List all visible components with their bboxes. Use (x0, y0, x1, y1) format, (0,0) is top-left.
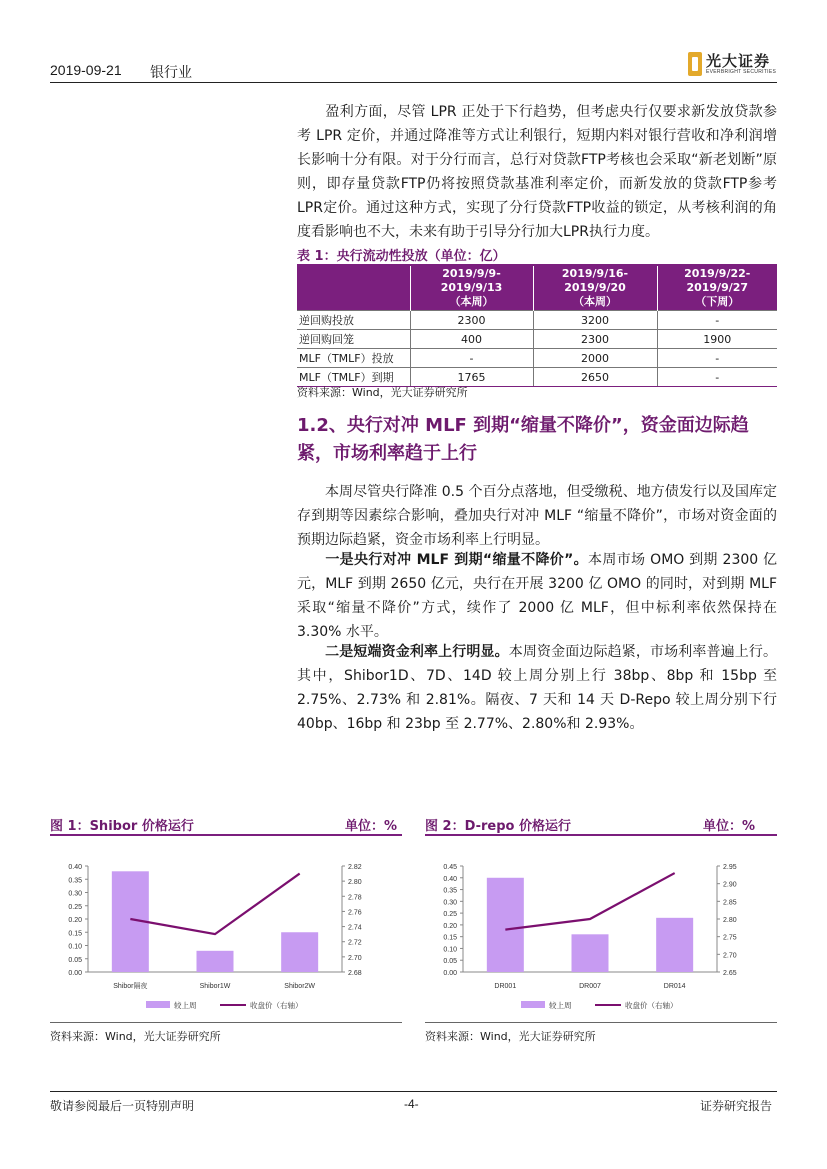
right-tick-label: 2.65 (723, 970, 737, 977)
table-cell: 2300 (533, 330, 657, 349)
footer-disclaimer: 敬请参阅最后一页特别声明 (50, 1099, 195, 1113)
figure-1-unit: 单位：% (345, 819, 398, 834)
left-tick-label: 0.45 (443, 864, 457, 871)
liquidity-table (297, 266, 777, 387)
header-divider (50, 82, 777, 83)
footer-report-type: 证券研究报告 (700, 1099, 773, 1113)
left-tick-label: 0.40 (443, 875, 457, 883)
figure-2-title: 图 2：D-repo 价格运行 (425, 819, 571, 834)
paragraph-mlf (297, 548, 777, 644)
table-cell: MLF（TMLF）到期 (297, 368, 410, 387)
left-tick-label: 0.10 (443, 946, 457, 954)
legend-bar-label: 较上周 (549, 1001, 572, 1010)
legend-bar-swatch (521, 1001, 545, 1008)
paragraph-rates (297, 640, 777, 736)
right-tick-label: 2.80 (723, 917, 737, 924)
table-cell: 2000 (533, 349, 657, 368)
left-tick-label: 0.40 (68, 864, 82, 871)
paragraph-summary (297, 480, 777, 552)
paragraph-rates-text: 本周资金面边际趋紧，市场利率普遍上行。其中，Shibor1D、7D、14D 较上周分别上行 38bp、8bp 和 15bp 至 2.75%、2.73% 和 2.81%。隔夜、7 天和 14 天 D-Repo 较上周分别下行 40bp、16bp 和 23bp 至 2.77%、2.80%和 2.93%。 (297, 644, 777, 732)
table-cell: 逆回购投放 (297, 311, 410, 330)
table-cell: - (657, 368, 777, 387)
right-tick-label: 2.70 (723, 952, 737, 960)
paragraph-rates-lead: 二是短端资金利率上行明显。 (325, 644, 509, 660)
table-header-cell (297, 266, 410, 311)
figure-1-source: 资料来源：Wind，光大证券研究所 (50, 1030, 221, 1043)
right-tick-label: 2.70 (348, 954, 362, 962)
shibor-chart (50, 848, 402, 1018)
left-tick-label: 0.20 (443, 922, 457, 930)
left-tick-label: 0.10 (68, 943, 82, 951)
left-tick-label: 0.25 (68, 903, 82, 911)
paragraph-profit (297, 100, 777, 244)
paragraph-profit-text: 盈利方面，尽管 LPR 正处于下行趋势，但考虑央行仅要求新发放贷款参考 LPR 定价，并通过降准等方式让利银行，短期内料对银行营收和净利润增长影响十分有限。对于分行而言，总行对贷款FTP考核也会采取“新老划断”原则，即存量贷款FTP仍将按照贷款基准利率定价，而新发放的贷款FTP参考LPR定价。通过这种方式，实现了分行贷款FTP收益的锁定，从考核利润的角度看影响也不大，未来有助于引导分行加大LPR执行力度。 (297, 104, 777, 240)
table-header-cell: 2019/9/16-2019/9/20 （本周） (533, 266, 657, 311)
bar (281, 932, 318, 972)
right-tick-label: 2.78 (348, 894, 362, 902)
footer-divider (50, 1091, 777, 1092)
table-source: 资料来源：Wind，光大证券研究所 (297, 386, 468, 399)
x-tick-label: Shibor隔夜 (113, 983, 148, 990)
figure-1-bottom-rule (50, 1022, 402, 1023)
left-tick-label: 0.05 (443, 958, 457, 966)
bar (487, 878, 524, 972)
industry-label: 银行业 (150, 65, 192, 81)
legend-bar-swatch (146, 1001, 170, 1008)
drepo-chart (425, 848, 777, 1018)
legend-bar-label: 较上周 (174, 1001, 197, 1010)
right-tick-label: 2.76 (348, 909, 362, 917)
paragraph-mlf-lead: 一是央行对冲 MLF 到期“缩量不降价”。 (325, 552, 589, 568)
right-tick-label: 2.68 (348, 970, 362, 977)
series-line (130, 874, 299, 935)
page-number: -4- (404, 1097, 419, 1111)
figure-1-title: 图 1：Shibor 价格运行 (50, 819, 194, 834)
table-cell: 逆回购回笼 (297, 330, 410, 349)
x-tick-label: DR001 (494, 983, 517, 990)
right-tick-label: 2.75 (723, 934, 737, 942)
bar (197, 951, 234, 972)
figure-2-unit: 单位：% (703, 819, 756, 834)
left-tick-label: 0.25 (443, 911, 457, 919)
table-header-cell: 2019/9/22-2019/9/27 （下周） (657, 266, 777, 311)
left-tick-label: 0.15 (68, 930, 82, 938)
paragraph-mlf-text: 本周市场 OMO 到期 2300 亿元，MLF 到期 2650 亿元，央行在开展 3200 亿 OMO 的同时，对到期 MLF 采取“缩量不降价”方式，续作了 2000 亿 MLF，但中标利率依然保持在 3.30% 水平。 (297, 552, 777, 640)
table-cell: 1765 (410, 368, 533, 387)
bar (572, 934, 609, 972)
table-cell: - (410, 349, 533, 368)
left-tick-label: 0.20 (68, 917, 82, 924)
left-tick-label: 0.00 (443, 970, 457, 977)
logo-cn-text: 光大证券 (706, 52, 771, 70)
figure-2-source: 资料来源：Wind，光大证券研究所 (425, 1030, 596, 1043)
table-title: 表 1：央行流动性投放（单位：亿） (297, 249, 506, 264)
table-cell: - (657, 311, 777, 330)
left-tick-label: 0.15 (443, 934, 457, 942)
table-cell: MLF（TMLF）投放 (297, 349, 410, 368)
left-tick-label: 0.35 (443, 887, 457, 895)
right-tick-label: 2.80 (348, 879, 362, 887)
table-row (297, 330, 777, 349)
x-tick-label: Shibor1W (199, 983, 231, 990)
table-cell: 2300 (410, 311, 533, 330)
table-row (297, 349, 777, 368)
table-header-row (297, 266, 777, 311)
report-date: 2019-09-21 (50, 62, 122, 78)
table-cell: 1900 (657, 330, 777, 349)
legend-line-label: 收盘价（右轴） (625, 1001, 678, 1010)
table-cell: 3200 (533, 311, 657, 330)
legend-line-label: 收盘价（右轴） (250, 1001, 303, 1010)
table-cell: 400 (410, 330, 533, 349)
left-tick-label: 0.30 (68, 890, 82, 898)
series-line (505, 873, 674, 930)
left-tick-label: 0.00 (68, 970, 82, 977)
section-heading: 1.2、央行对冲 MLF 到期“缩量不降价”，资金面边际趋紧，市场利率趋于上行 (297, 415, 749, 464)
left-tick-label: 0.35 (68, 877, 82, 885)
table-header-cell: 2019/9/9-2019/9/13 （本周） (410, 266, 533, 311)
right-tick-label: 2.82 (348, 864, 362, 871)
right-tick-label: 2.90 (723, 881, 737, 889)
paragraph-summary-text: 本周尽管央行降准 0.5 个百分点落地，但受缴税、地方债发行以及国库定存到期等因素综合影响，叠加央行对冲 MLF “缩量不降价”，市场对资金面的预期边际趋紧，资金市场利率上行明显。 (297, 484, 777, 548)
logo-mark-icon (688, 52, 702, 76)
table-row (297, 311, 777, 330)
right-tick-label: 2.74 (348, 924, 362, 932)
right-tick-label: 2.95 (723, 864, 737, 871)
bar (656, 918, 693, 972)
left-tick-label: 0.30 (443, 899, 457, 907)
table-cell: 2650 (533, 368, 657, 387)
figure-2-top-rule (425, 834, 777, 836)
x-tick-label: Shibor2W (284, 983, 316, 990)
x-tick-label: DR014 (663, 983, 686, 990)
table-cell: - (657, 349, 777, 368)
logo-en-text: EVERBRIGHT SECURITIES (706, 69, 777, 75)
figure-2-bottom-rule (425, 1022, 777, 1023)
brand-logo (688, 50, 778, 80)
x-tick-label: DR007 (579, 983, 601, 990)
right-tick-label: 2.85 (723, 899, 737, 907)
figure-1-top-rule (50, 834, 402, 836)
left-tick-label: 0.05 (68, 956, 82, 964)
right-tick-label: 2.72 (348, 939, 362, 947)
